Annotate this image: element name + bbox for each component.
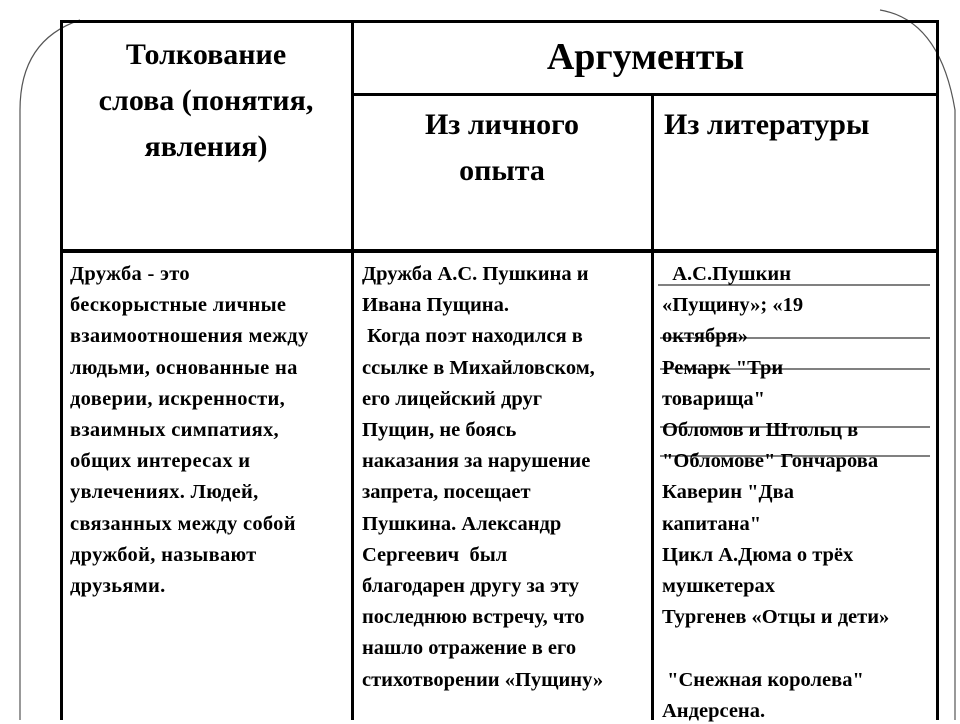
literature-line: Андерсена.: [662, 699, 766, 722]
header-personal-experience: [352, 94, 652, 251]
definition-line: дружбой, называют: [70, 543, 257, 566]
definition-line: связанных между собой: [70, 512, 296, 535]
literature-line: товарища": [662, 387, 766, 410]
personal-line: нашло отражение в его: [362, 637, 577, 660]
personal-line: Пущин, не боясь: [362, 419, 517, 442]
literature-line: октября»: [662, 325, 748, 348]
personal-line: его лицейский друг: [362, 387, 543, 410]
header-interpretation: [60, 20, 352, 251]
personal-line: стихотворении «Пущину»: [362, 668, 604, 691]
header-literature: Из литературы: [664, 108, 870, 141]
header-personal-line: Из личного: [424, 108, 580, 141]
personal-line: Когда поэт находился в: [362, 325, 583, 348]
definition-line: людьми, основанные на: [70, 356, 298, 379]
personal-line: последнюю встречу, что: [362, 606, 585, 629]
definition-cell: [60, 254, 352, 724]
literature-line: Ремарк "Три: [662, 356, 784, 379]
literature-line: Цикл А.Дюма о трёх: [662, 543, 854, 566]
literature-line: Обломов и Штольц в: [662, 419, 859, 442]
personal-line: запрета, посещает: [362, 481, 531, 504]
definition-line: взаимных симпатиях,: [70, 419, 279, 442]
definition-line: взаимоотношения между: [70, 325, 309, 348]
literature-line: «Пущину»; «19: [662, 294, 804, 317]
header-interpretation-line: явления): [144, 130, 268, 163]
definition-line: Дружба - это: [70, 263, 190, 285]
definition-line: общих интересах и: [70, 450, 251, 473]
literature-line: [662, 633, 939, 664]
definition-line: доверии, искренности,: [70, 387, 286, 410]
literature-line: "Снежная королева": [662, 668, 864, 691]
personal-experience-cell: [352, 254, 652, 724]
literature-line: капитана": [662, 512, 762, 535]
header-interpretation-line: Толкование: [125, 38, 287, 71]
header-interpretation-line: слова (понятия,: [98, 84, 314, 117]
literature-cell: [652, 254, 939, 724]
literature-line: Каверин "Два: [662, 481, 794, 504]
literature-line: А.С.Пушкин: [662, 263, 792, 285]
personal-line: ссылке в Михайловском,: [362, 356, 595, 379]
personal-line: благодарен другу за эту: [362, 575, 579, 598]
definition-line: увлечениях. Людей,: [70, 481, 259, 504]
literature-line: "Обломове" Гончарова: [662, 450, 879, 473]
definition-line: друзьями.: [70, 575, 166, 598]
header-personal-line: опыта: [459, 154, 545, 187]
arguments-table: [60, 20, 939, 720]
literature-line: мушкетерах: [662, 575, 775, 598]
personal-line: Сергеевич был: [362, 543, 508, 566]
header-arguments: Аргументы: [546, 36, 745, 78]
personal-line: Дружба А.С. Пушкина и: [362, 263, 589, 285]
personal-line: Пушкина. Александр: [362, 512, 562, 535]
definition-line: бескорыстные личные: [70, 294, 287, 317]
literature-line: Тургенев «Отцы и дети»: [662, 606, 890, 629]
personal-line: наказания за нарушение: [362, 450, 591, 473]
personal-line: Ивана Пущина.: [362, 294, 509, 317]
